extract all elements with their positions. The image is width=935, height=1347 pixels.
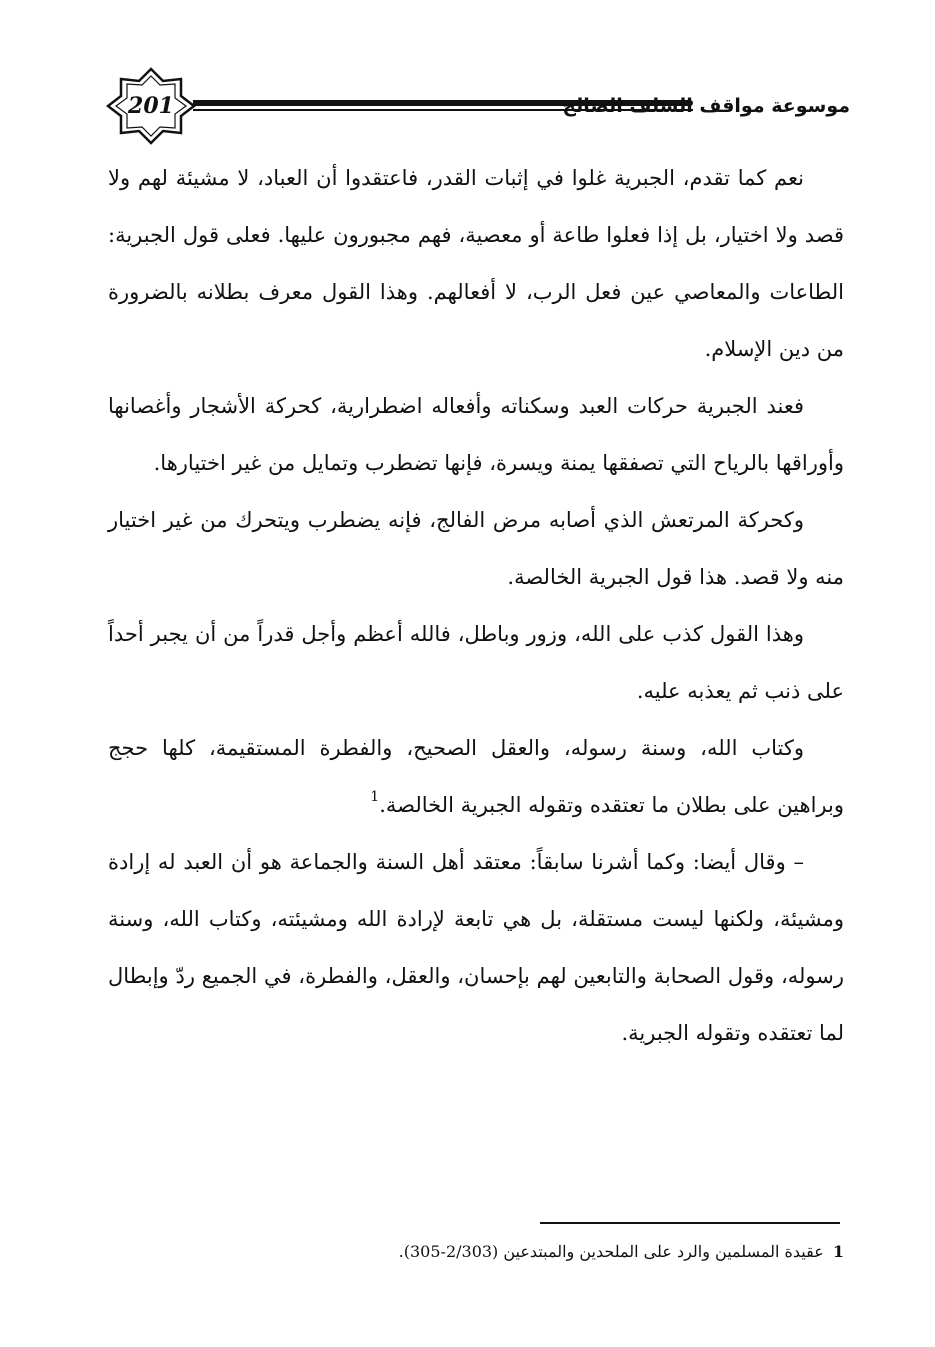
page-number: 201 <box>128 93 174 119</box>
paragraph-text: – وقال أيضا: وكما أشرنا سابقاً: معتقد أهل السنة والجماعة هو أن العبد له إرادة ومشيئة، ولكنها ليست مستقلة، بل هي تابعة لإرادة الله ومشيئته، وكتاب الله، وسنة رسوله، وقول الصحابة والتابعين لهم بإحسان، والعقل، والفطرة، في الجميع ردّ وإبطال لما تعتقده وتقوله الجبرية. <box>108 850 844 1045</box>
running-title: موسوعة مواقف السلف الصالح <box>562 95 850 117</box>
page-header <box>105 66 850 146</box>
paragraph-text: وكحركة المرتعش الذي أصابه مرض الفالج، فإنه يضطرب ويتحرك من غير اختيار منه ولا قصد. هذا قول الجبرية الخالصة. <box>108 508 844 589</box>
footnote-number: 1 <box>832 1242 844 1261</box>
footnote-separator <box>540 1222 840 1224</box>
paragraph <box>108 492 844 606</box>
footnote <box>200 1232 844 1272</box>
paragraph-text: نعم كما تقدم، الجبرية غلوا في إثبات القدر، فاعتقدوا أن العباد، لا مشيئة لهم ولا قصد ولا اختيار، بل إذا فعلوا طاعة أو معصية، فهم مجبورون عليها. فعلى قول الجبرية: الطاعات والمعاصي عين فعل الرب، لا أفعالهم. وهذا القول معرف بطلانه بالضرورة من دين الإسلام. <box>108 166 844 361</box>
page-number-badge <box>105 66 197 146</box>
footnote-reference[interactable]: 1 <box>370 788 380 805</box>
paragraph <box>108 720 844 834</box>
main-text <box>108 150 844 1062</box>
paragraph-text: وهذا القول كذب على الله، وزور وباطل، فالله أعظم وأجل قدراً من أن يجبر أحداً على ذنب ثم يعذبه عليه. <box>108 622 844 703</box>
paragraph <box>108 606 844 720</box>
paragraph <box>108 150 844 378</box>
paragraph <box>108 834 844 1062</box>
paragraph <box>108 378 844 492</box>
footnote-text: عقيدة المسلمين والرد على الملحدين والمبتدعين (2/303-305). <box>398 1242 824 1261</box>
paragraph-text: وكتاب الله، وسنة رسوله، والعقل الصحيح، والفطرة المستقيمة، كلها حجج وبراهين على بطلان ما تعتقده وتقوله الجبرية الخالصة. <box>108 736 844 817</box>
paragraph-text: فعند الجبرية حركات العبد وسكناته وأفعاله اضطرارية، كحركة الأشجار وأغصانها وأوراقها بالرياح التي تصفقها يمنة ويسرة، فإنها تضطرب وتمايل من غير اختيارها. <box>108 394 844 475</box>
